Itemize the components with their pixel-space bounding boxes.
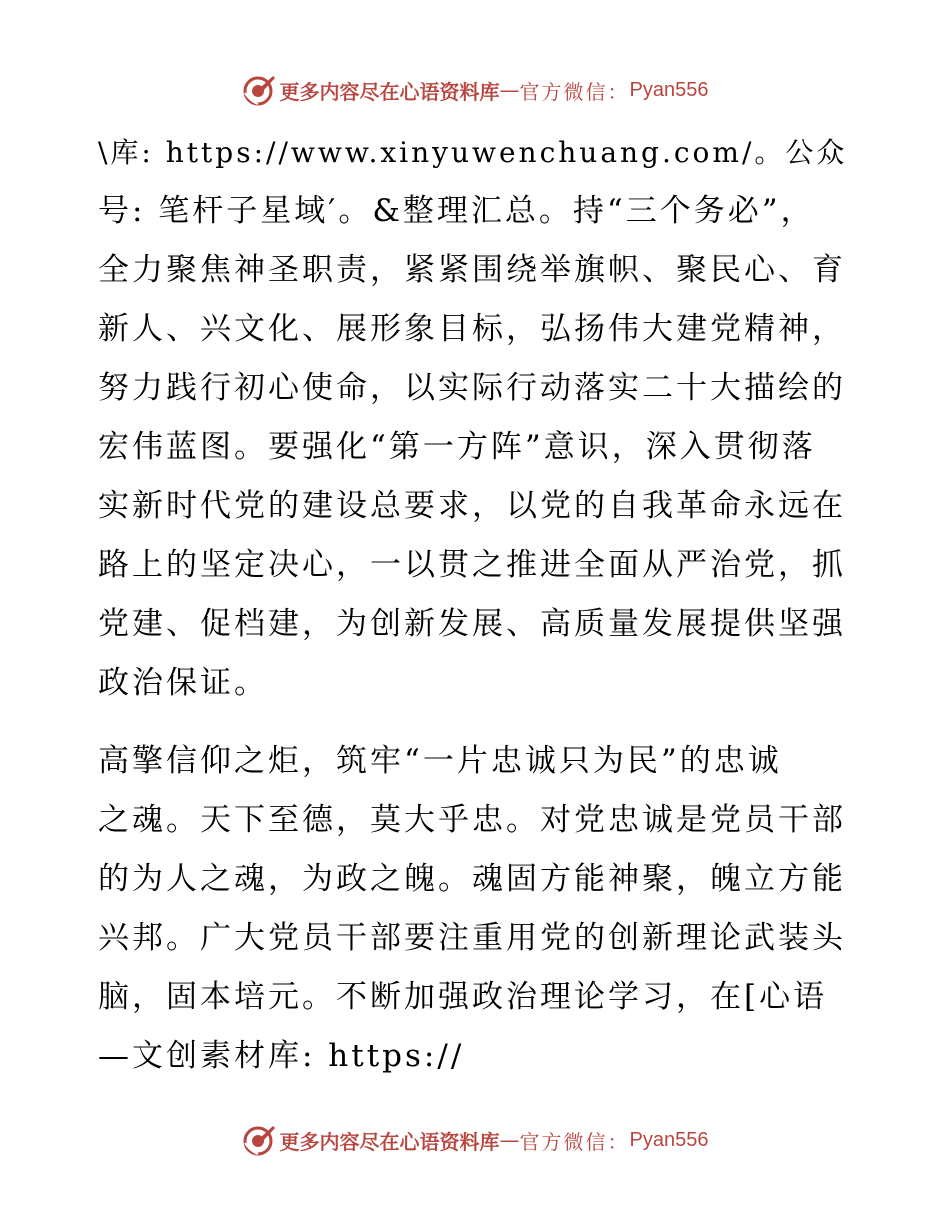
text-line: \库: https://www.xinyuwenchuang.com/。公众: [98, 136, 848, 169]
text-line: 的为人之魂，为政之魄。魂固方能神聚，魄立方能: [98, 861, 846, 897]
text-line: 高擎信仰之炬，筑牢“一片忠诚只为民”的忠诚: [98, 743, 782, 779]
text-line: 宏伟蓝图。要强化“第一方阵”意识，深入贯彻落: [98, 429, 816, 465]
footer-banner: [0, 1120, 950, 1160]
text-line: 脑，固本培元。不断加强政治理论学习，在[心语: [98, 979, 828, 1015]
text-line: 路上的坚定决心，一以贯之推进全面从严治党，抓: [98, 547, 846, 583]
document-body: [98, 123, 858, 1086]
footer-separator: —: [499, 1128, 520, 1152]
text-line: 兴邦。广大党员干部要注重用党的创新理论武装头: [98, 920, 846, 956]
text-line: 努力践行初心使命，以实际行动落实二十大描绘的: [98, 370, 846, 406]
header-wechat-id: Pyan556: [629, 78, 709, 101]
footer-brand-text: 更多内容尽在心语资料库: [279, 1129, 500, 1154]
header-separator: —: [499, 78, 520, 102]
text-line: 新人、兴文化、展形象目标，弘扬伟大建党精神，: [98, 311, 846, 347]
header-official-label: 官方微信：: [519, 79, 630, 104]
footer-official-label: 官方微信：: [519, 1129, 630, 1154]
text-line: 之魂。天下至德，莫大乎忠。对党忠诚是党员干部: [98, 802, 846, 838]
text-line: 政治保证。: [98, 665, 268, 701]
text-line: 实新时代党的建设总要求，以党的自我革命永远在: [98, 488, 846, 524]
text-line: 党建、促档建，为创新发展、高质量发展提供坚强: [98, 606, 846, 642]
pen-nib-circle-icon: [242, 1123, 276, 1157]
header-brand-text: 更多内容尽在心语资料库: [279, 79, 500, 104]
footer-wechat-id: Pyan556: [629, 1128, 709, 1151]
pen-nib-circle-icon: [242, 73, 276, 107]
header-banner: [0, 70, 950, 110]
text-line: —文创素材库: https://: [98, 1038, 465, 1074]
text-line: 全力聚焦神圣职责，紧紧围绕举旗帜、聚民心、育: [98, 252, 846, 288]
paragraph-1: [98, 123, 858, 713]
paragraph-2: [98, 732, 858, 1086]
text-line: 号: 笔杆子星域′。&整理汇总。持“三个务必”，: [98, 193, 815, 229]
